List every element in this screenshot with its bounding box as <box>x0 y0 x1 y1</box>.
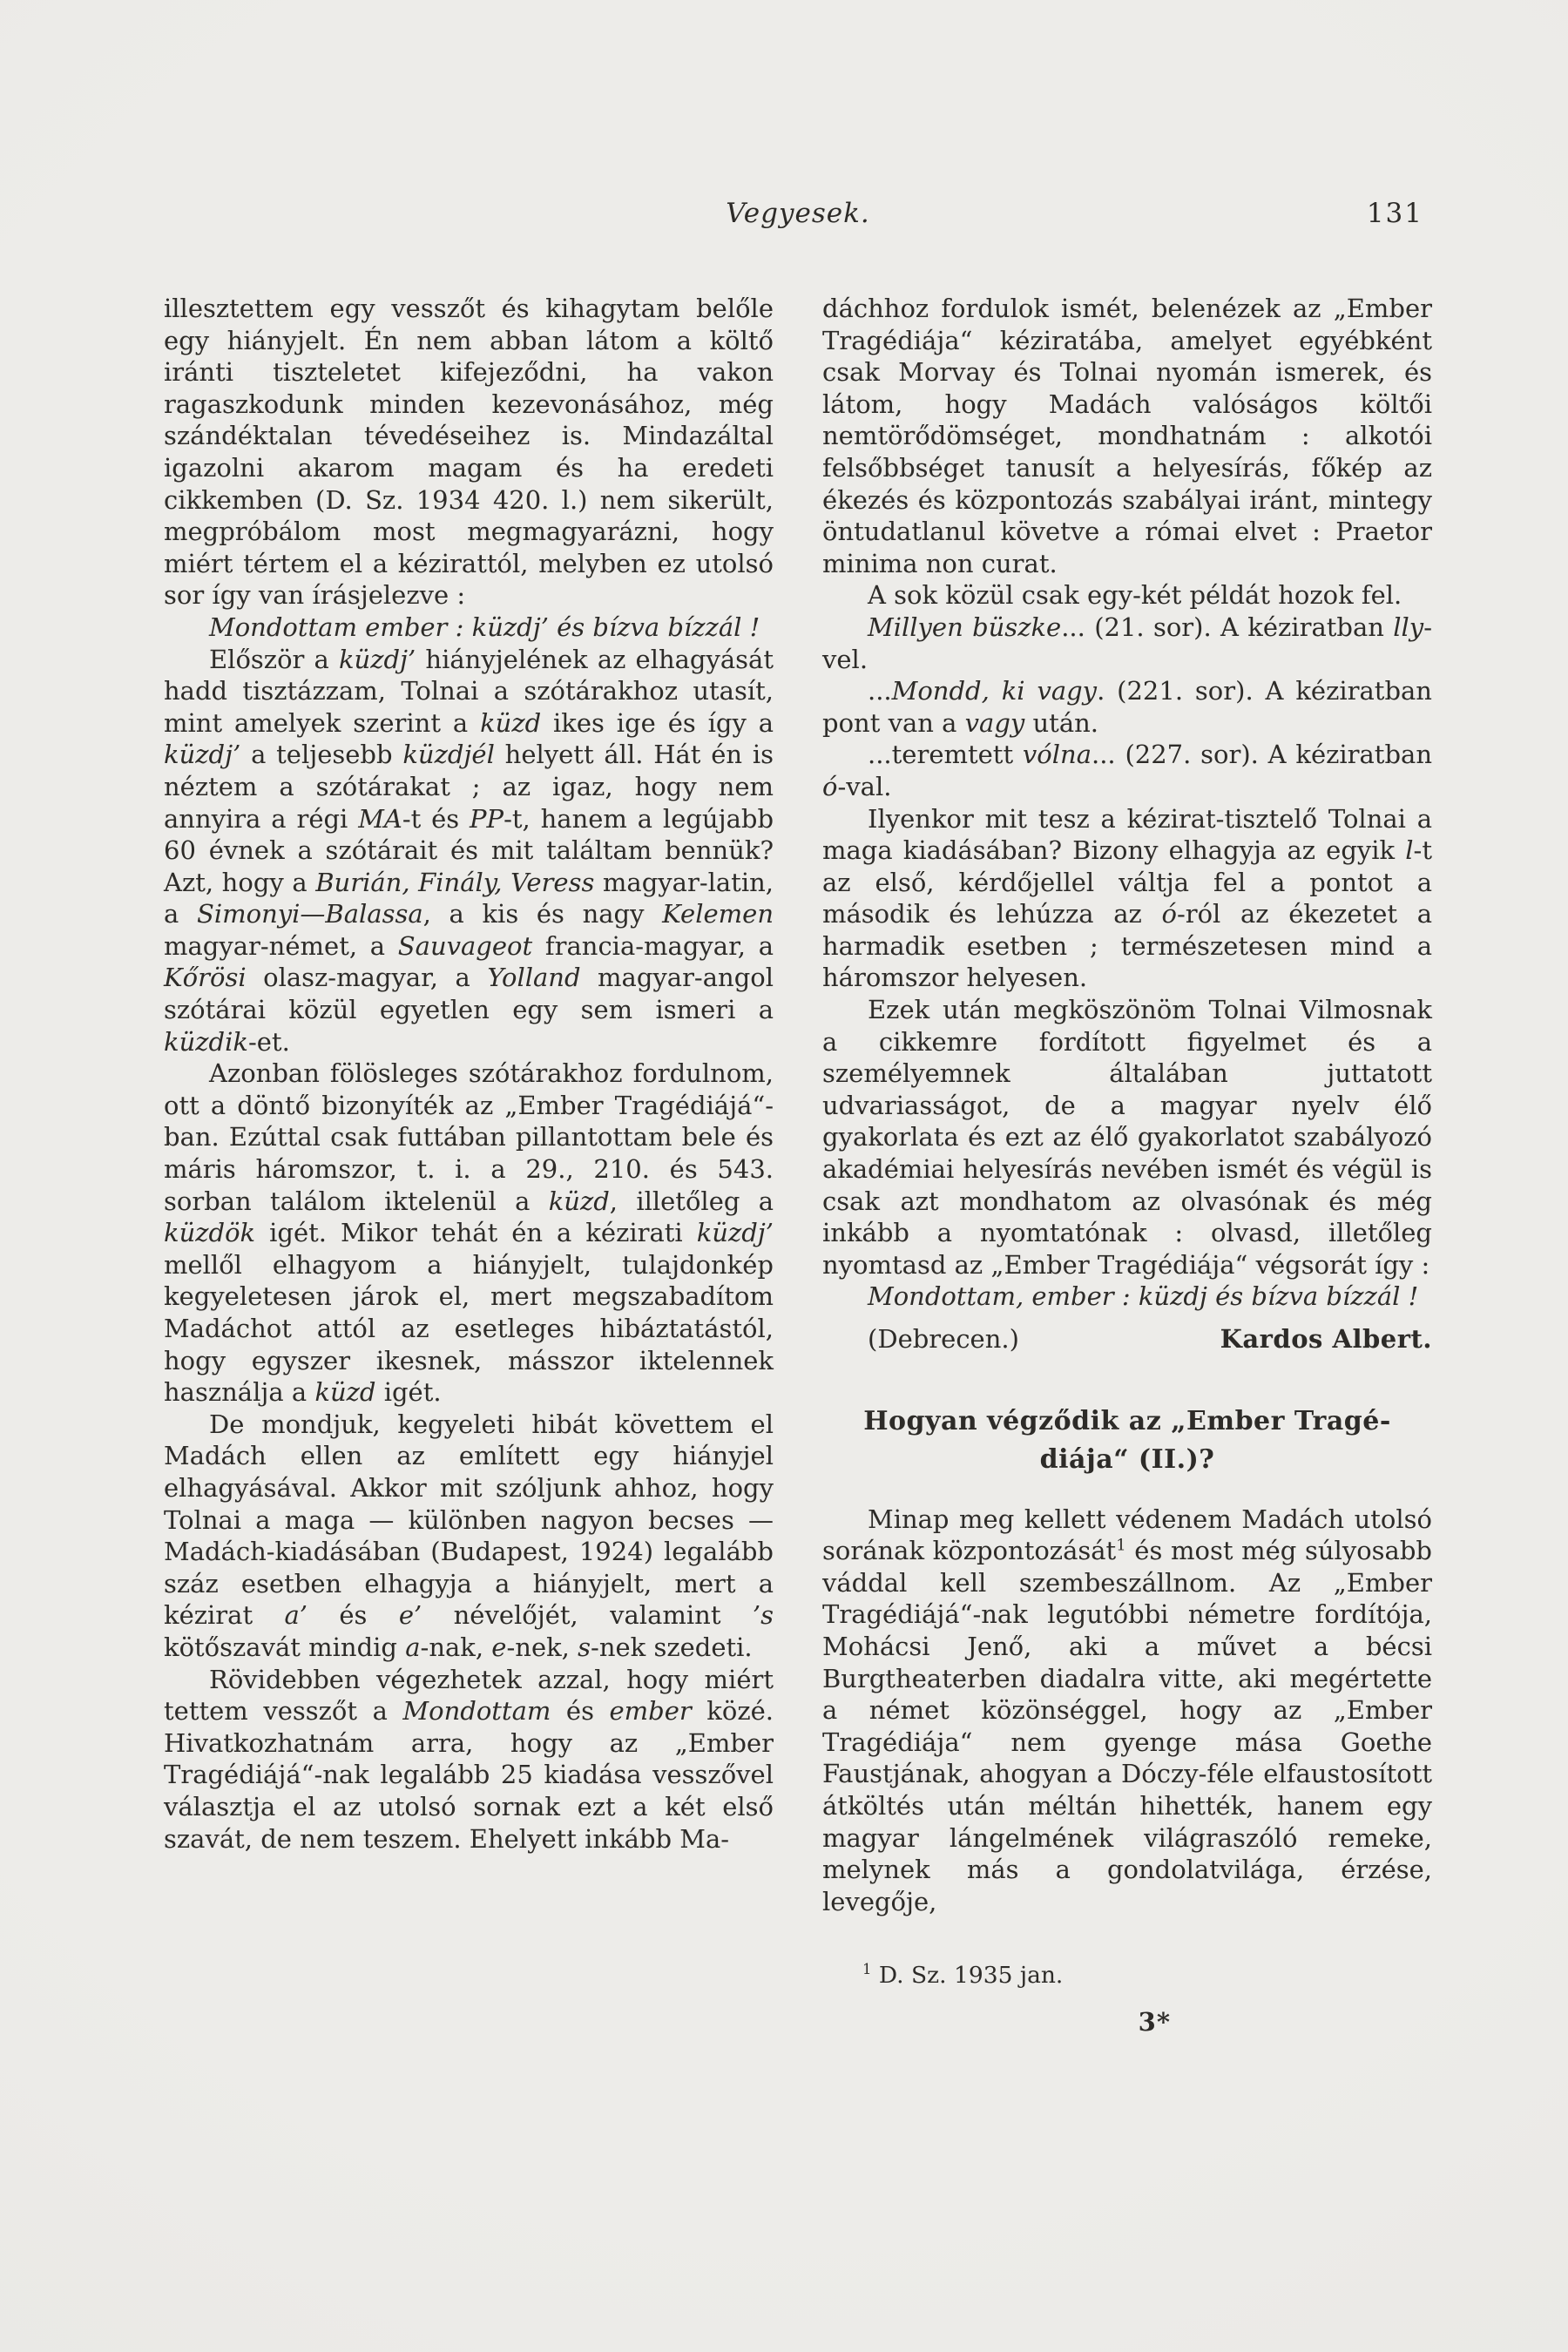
footnote: $^1$ D. Sz. 1935 jan. <box>862 1961 1064 1990</box>
text-columns <box>164 293 1432 2038</box>
body-paragraph: De mondjuk, kegyeleti hibát követtem el Madách ellen az említett egy hiányjel elhagyásával. Akkor mit szóljunk ahhoz, hogy Tolnai a maga — különben nagyon becses — Madách-kiadásában (Budapest, 1924) legalább száz esetben elhagyja a hiányjelt, mert a kézirat a’ és e’ névelőjét, valamint ’s kötőszavát mindig a-nak, e-nek, s-nek szedeti. <box>164 1409 774 1662</box>
section-heading-line: diája“ (II.)? <box>1039 1443 1215 1475</box>
page-number: 131 <box>1366 198 1423 229</box>
signature-author: Kardos Albert. <box>1220 1324 1432 1354</box>
section-heading <box>822 1402 1432 1479</box>
body-paragraph: ...teremtett vólna... (227. sor). A kéziratban ó-val. <box>822 740 1432 801</box>
body-paragraph: A sok közül csak egy-két példát hozok fel. <box>868 580 1402 611</box>
body-paragraph: Millyen büszke... (21. sor). A kéziratban lly-vel. <box>822 612 1432 674</box>
left-column <box>164 293 774 1855</box>
body-paragraph: Ilyenkor mit tesz a kézirat-tisztelő Tolnai a maga kiadásában? Bizony elhagyja az egyik l-t az első, kérdőjellel váltja fel a pontot a második és lehúzza az ó-ról az ékezetet a harmadik esetben ; természetesen mind a háromszor helyesen. <box>822 803 1432 993</box>
body-paragraph: Ezek után megköszönöm Tolnai Vilmosnak a cikkemre fordított figyelmet és a személyemnek általában juttatott udvariasságot, de a magyar nyelv élő gyakorlata és ezt az élő gyakorlatot szabályozó akadémiai helyesírás nevében ismét és végül is csak azt mondhatom az olvasónak és még inkább a nyomtatónak : olvasd, illetőleg nyomtasd az „Ember Tragédiája“ végsorát így : <box>822 995 1432 1280</box>
body-paragraph: illesztettem egy vesszőt és kihagytam belőle egy hiányjelt. Én nem abban látom a költő iránti tiszteletet kifejeződni, ha vakon ragaszkodunk minden kezevonásához, még szándéktalan tévedéseihez is. Mindazáltal igazolni akarom magam és ha eredeti cikkemben (D. Sz. 1934 420. l.) nem sikerült, megpróbálom most megmagyarázni, hogy miért tértem el a kézirattól, melyben ez utolsó sor így van írásjelezve : <box>164 294 774 611</box>
body-paragraph: Minap meg kellett védenem Madách utolsó sorának központozását$^1$ és most még súlyosabb váddal kell szembeszállnom. Az „Ember Tragédiájá“-nak legutóbbi németre fordítója, Mohácsi Jenő, aki a művet a bécsi Burgtheaterben diadalra vitte, aki megértette a német közönséggel, hogy az „Ember Tragédiája“ nem gyenge mása Goethe Faustjának, ahogyan a Dóczy-féle elfaustosított átköltés után méltán hihették, hanem egy magyar lángelmének világraszóló remeke, melynek más a gondolatvilága, érzése, levegője, <box>822 1504 1432 1916</box>
quote: Mondottam, ember : küzdj és bízva bízzál ! <box>868 1281 1419 1312</box>
body-paragraph: dáchhoz fordulok ismét, belenézek az „Ember Tragédiája“ kéziratába, amelyet egyébként csak Morvay és Tolnai nyomán ismerek, és látom, hogy Madách valóságos költői nemtörődömséget, mondhatnám : alkotói felsőbbséget tanusít a helyesírás, főkép az ékezés és központozás szabályai iránt, mintegy öntudatlanul követve a római elvet : Praetor minima non curat. <box>822 294 1432 578</box>
signature-place: (Debrecen.) <box>868 1324 1019 1354</box>
body-paragraph: Rövidebben végezhetek azzal, hogy miért tettem vesszőt a Mondottam és ember közé. Hivatkozhatnám arra, hogy az „Ember Tragédiájá“-nak legalább 25 kiadása vesszővel választja el az utolsó sornak ezt a két első szavát, de nem teszem. Ehelyett inkább Ma- <box>164 1664 774 1854</box>
right-column <box>822 293 1432 2038</box>
section-heading-line: Hogyan végződik az „Ember Tragé- <box>863 1405 1391 1436</box>
body-paragraph: ...Mondd, ki vagy. (221. sor). A kéziratban pont van a vagy után. <box>822 676 1432 738</box>
quote: Mondottam ember : küzdj’ és bízva bízzál ! <box>209 612 760 642</box>
running-head <box>164 197 1432 230</box>
pagemark: 3* <box>1138 2007 1171 2038</box>
signature-row <box>822 1323 1432 1355</box>
section-title: Vegyesek. <box>726 198 870 229</box>
body-paragraph: Azonban fölösleges szótárakhoz fordulnom, ott a döntő bizonyíték az „Ember Tragédiájá“-ban. Ezúttal csak futtában pillantottam bele és máris háromszor, t. i. a 29., 210. és 543. sorban találom iktelenül a küzd, illetőleg a küzdök igét. Mikor tehát én a kézirati küzdj’ mellől elhagyom a hiányjelt, tulajdonkép kegyeletesen járok el, mert megszabadítom Madáchot attól az esetleges hibáztatástól, hogy egyszer ikesnek, másszor iktelennek használja a küzd igét. <box>164 1058 774 1408</box>
body-paragraph: Először a küzdj’ hiányjelének az elhagyását hadd tisztázzam, Tolnai a szótárakhoz utasít, mint amelyek szerint a küzd ikes ige és így a küzdj’ a teljesebb küzdjél helyett áll. Hát én is néztem a szótárakat ; az igaz, hogy nem annyira a régi MA-t és PP-t, hanem a legújabb 60 évnek a szótárait és mit találtam bennük? Azt, hogy a Burián, Finály, Veress magyar-latin, a Simonyi—Balassa, a kis és nagy Kelemen magyar-német, a Sauvageot francia-magyar, a Kőrösi olasz-magyar, a Yolland magyar-angol szótárai közül egyetlen egy sem ismeri a küzdik-et. <box>164 644 774 1057</box>
